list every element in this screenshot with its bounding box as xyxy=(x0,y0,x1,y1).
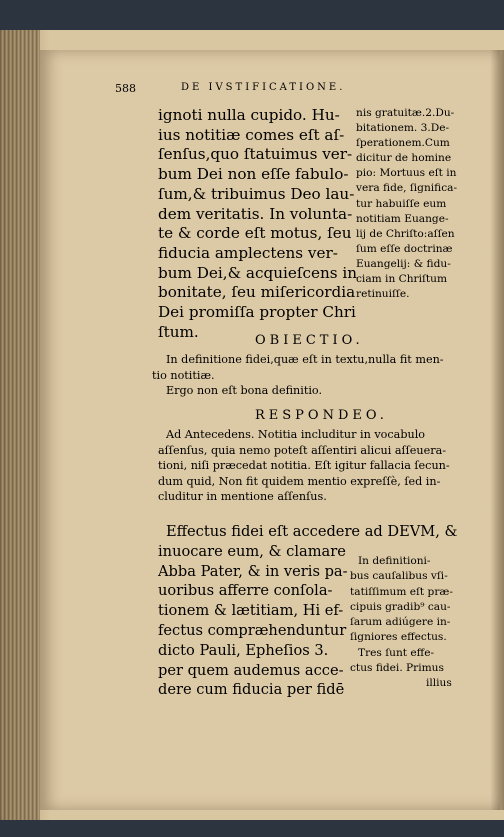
folio-number: 588 xyxy=(115,82,136,95)
text-line: ſum,& tribuimus Deo lau- xyxy=(158,184,355,203)
effectus-line: per quem audemus acce- xyxy=(158,661,344,679)
text-line: fiducia amplectens ver- xyxy=(158,243,338,262)
marginal-line: tur habuiſſe eum xyxy=(356,197,447,210)
marginal-line: tatiſſimum eſt præ- xyxy=(350,585,453,598)
marginal-line: bus cauſalibus vſi- xyxy=(350,570,448,583)
marginal-line: retinuiſſe. xyxy=(356,288,410,301)
objectio-line: In definitione fidei,quæ eſt in textu,nulla fit men- xyxy=(166,353,444,366)
text-line: bum Dei,& acquieſcens in xyxy=(158,263,357,282)
marginal-line: ſum eſſe doctrinæ xyxy=(356,242,453,255)
text-line: ſtum. xyxy=(158,322,199,341)
running-title: DE IVSTIFICATIONE. xyxy=(181,82,346,93)
text-line: bum Dei non eſſe fabulo- xyxy=(158,165,349,184)
effectus-line: inuocare eum, & clamare xyxy=(158,542,346,560)
respondeo-line: cluditur in mentione aſſenſus. xyxy=(158,490,327,504)
text-line: dem veritatis. In volunta- xyxy=(158,204,353,223)
effectus-line: dicto Pauli, Epheſios 3. xyxy=(158,641,329,659)
text-line: Dei promiſſa propter Chri xyxy=(158,303,356,322)
effectus-marginal-note xyxy=(350,554,453,692)
main-text-column xyxy=(158,106,357,342)
catchword: illius xyxy=(426,677,452,690)
text-line: ignoti nulla cupido. Hu- xyxy=(158,106,340,124)
marginal-line: Euangelij: & fidu- xyxy=(356,257,451,270)
spine-shadow xyxy=(490,50,504,810)
respondeo-line: tioni, niſi præcedat notitia. Eſt igitur fallacia ſecun- xyxy=(158,459,450,473)
objectio-line: tio notitiæ. xyxy=(152,368,215,382)
effectus-line: Effectus fidei eſt accedere ad DEVM, & xyxy=(166,523,458,540)
marginal-line: dicitur de homine xyxy=(356,152,452,165)
text-line: te & corde eſt motus, ſeu xyxy=(158,224,352,243)
text-line: ius notitiæ comes eſt aſ- xyxy=(158,125,345,144)
respondeo-text xyxy=(158,427,450,505)
effectus-line: uoribus afferre conſola- xyxy=(158,582,333,600)
objectio-line: Ergo non eſt bona definitio. xyxy=(166,384,323,398)
marginal-line: ſperationem.Cum xyxy=(356,137,450,150)
respondeo-heading: RESPONDEO. xyxy=(255,408,388,423)
effectus-line: dere cum fiducia per fidē xyxy=(158,681,345,699)
respondeo-line: Ad Antecedens. Notitia includitur in vocabulo xyxy=(166,428,426,441)
marginal-line: ſarum adiúgere in- xyxy=(350,616,451,629)
marginal-line: vera fide, ſignifica- xyxy=(356,182,458,195)
respondeo-line: aſſenſus, quia nemo poteſt aſſentiri alicui aſſeuera- xyxy=(158,443,447,457)
marginal-line: ciam in Chriſtum xyxy=(356,273,448,286)
marginal-line: In definitioni- xyxy=(358,555,431,567)
objectio-heading: OBIECTIO. xyxy=(255,333,364,348)
marginal-line: ſigniores effectus. xyxy=(350,631,447,644)
marginal-note-column xyxy=(356,106,457,302)
respondeo-line: dum quid, Non fit quidem mentio expreſſè, ſed in- xyxy=(158,474,441,488)
page-header xyxy=(115,82,465,100)
objectio-text xyxy=(152,352,444,399)
marginal-line: notitiam Euange- xyxy=(356,212,449,225)
effectus-line: tionem & lætitiam, Hi ef- xyxy=(158,602,344,620)
text-line: ſenſus,quo ſtatuimus ver- xyxy=(158,145,353,164)
marginal-line: ctus fidei. Primus xyxy=(350,662,444,675)
effectus-line: fectus compræhenduntur xyxy=(158,621,347,639)
marginal-line: lij de Chriſto:aſſen xyxy=(356,227,455,240)
marginal-line: Tres ſunt effe- xyxy=(358,646,435,659)
text-line: bonitate, ſeu miſericordia xyxy=(158,283,356,302)
page-edges xyxy=(0,30,40,820)
marginal-line: nis gratuitæ.2.Du- xyxy=(356,107,455,119)
marginal-line: bitationem. 3.De- xyxy=(356,122,450,135)
marginal-line: cipuis gradib⁹ cau- xyxy=(350,600,451,613)
effectus-line: Abba Pater, & in veris pa- xyxy=(158,562,348,580)
marginal-line: pio: Mortuus eſt in xyxy=(356,167,457,180)
